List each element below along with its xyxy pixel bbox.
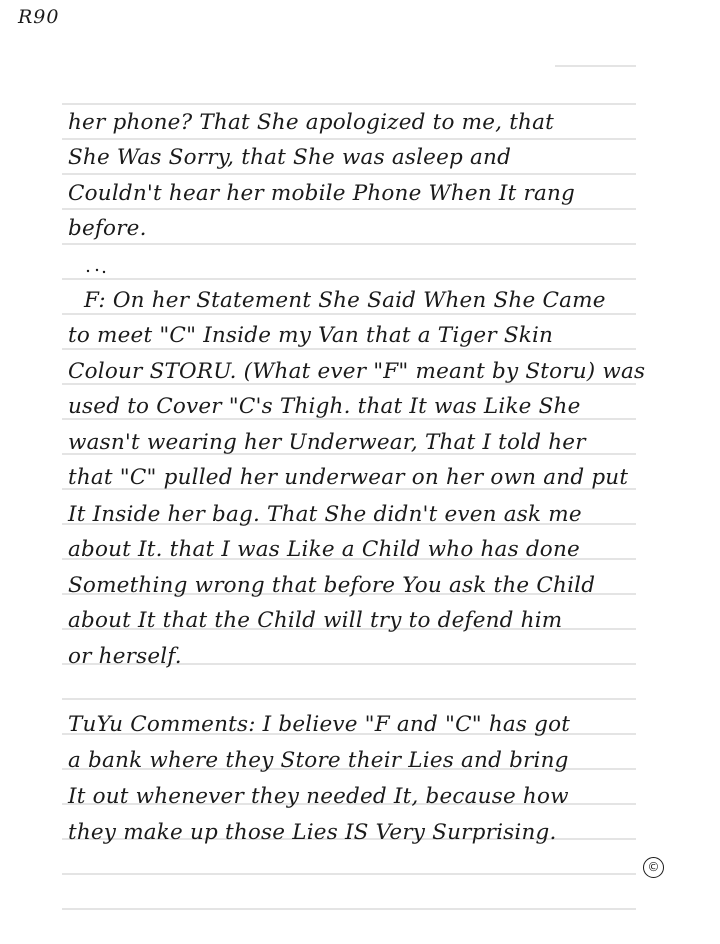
text-line: TuYu Comments: I believe "F and "C" has got	[68, 712, 571, 737]
text-line: wasn't wearing her Underwear, That I told her	[68, 430, 586, 455]
text-line: before.	[68, 216, 147, 241]
page-number: R90	[18, 6, 60, 28]
copyright-mark: ©	[643, 857, 664, 878]
text-line: Colour STORU. (What ever "F" meant by Storu) was	[68, 359, 646, 384]
text-line: her phone? That She apologized to me, that	[68, 110, 554, 135]
stray-dots	[87, 269, 105, 273]
text-line: used to Cover "C's Thigh. that It was Like She	[68, 394, 581, 419]
text-line: about It. that I was Like a Child who has done	[68, 537, 580, 562]
text-line: It Inside her bag. That She didn't even ask me	[68, 502, 582, 527]
text-line: It out whenever they needed It, because how	[68, 784, 569, 809]
text-line: a bank where they Store their Lies and bring	[68, 748, 569, 773]
text-line: F: On her Statement She Said When She Came	[84, 288, 606, 313]
text-line: about It that the Child will try to defend him	[68, 608, 563, 633]
text-line: Couldn't hear her mobile Phone When It rang	[68, 181, 575, 206]
text-line: they make up those Lies IS Very Surprising.	[68, 820, 557, 845]
text-line: Something wrong that before You ask the Child	[68, 573, 596, 598]
text-line: She Was Sorry, that She was asleep and	[68, 145, 512, 170]
text-line: to meet "C" Inside my Van that a Tiger Skin	[68, 323, 554, 348]
text-line: that "C" pulled her underwear on her own and put	[68, 465, 629, 490]
text-line: or herself.	[68, 644, 182, 669]
